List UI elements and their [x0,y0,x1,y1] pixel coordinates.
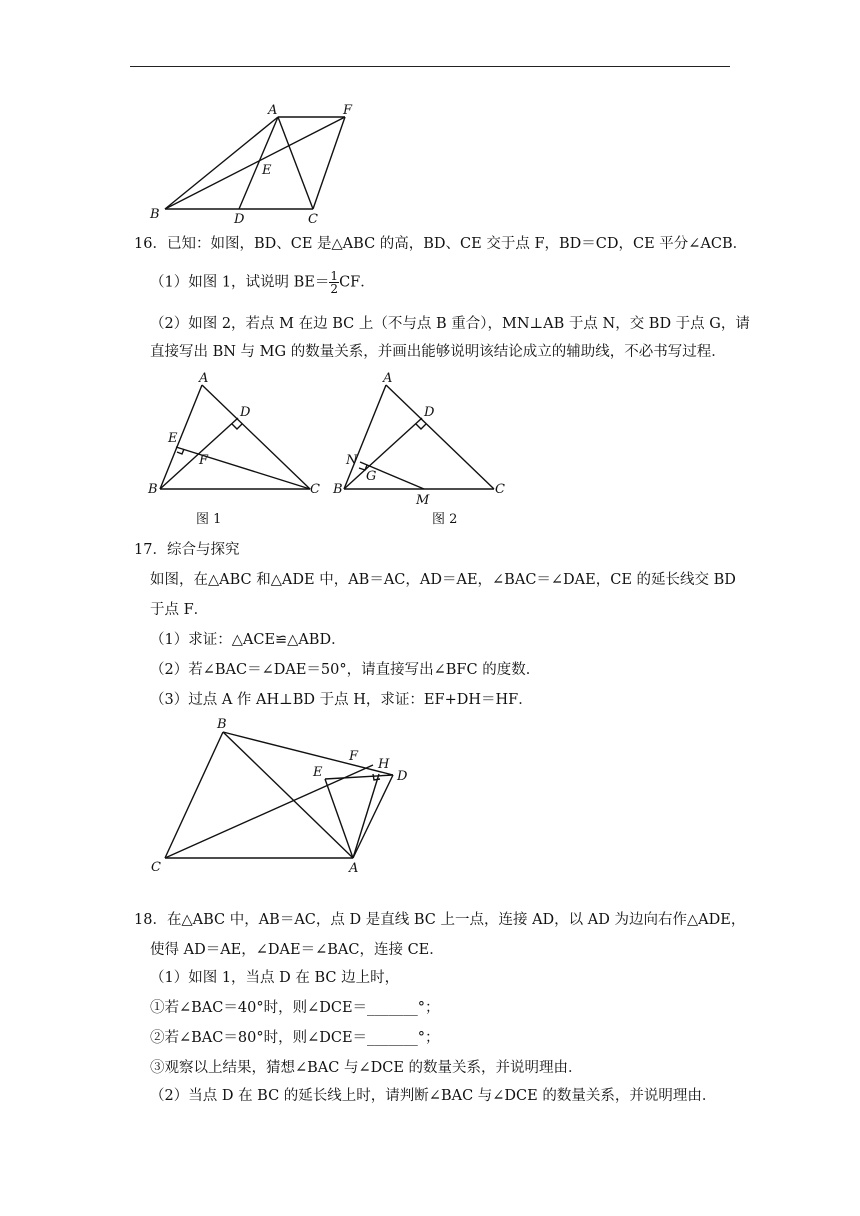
q18-stem-line1: 18．在△ABC 中，AB＝AC，点 D 是直线 BC 上一点，连接 AD，以 AD 为边向右作△ADE， [134,912,746,928]
q17-stem-line1: 如图，在△ABC 和△ADE 中，AB＝AC，AD＝AE，∠BAC＝∠DAE，CE 的延长线交 BD [150,572,736,588]
fig2-label-b: B [333,482,343,497]
fraction-numerator: 1 [330,269,339,283]
fig15-label-d: D [234,212,245,226]
fig2-label-g: G [366,469,377,484]
fig15-label-b: B [150,207,160,222]
fig2-label-m: M [416,493,430,508]
fig2-label-d: D [424,405,435,420]
q17-title: 17．综合与探究 [134,542,240,558]
fig1-caption: 图 1 [196,512,222,527]
q18-sub1: ①若∠BAC＝40°时，则∠DCE＝_______°； [150,1000,440,1016]
fig1-label-a: A [199,371,209,386]
q17-part3: （3）过点 A 作 AH⊥BD 于点 H，求证：EF+DH＝HF． [150,692,533,708]
fig2-label-n: N [346,453,358,468]
q18-part1: （1）如图 1，当点 D 在 BC 边上时， [150,970,400,986]
figure-17 [145,714,425,879]
fig17-label-e: E [313,765,323,780]
q18-sub2: ②若∠BAC＝80°时，则∠DCE＝_______°； [150,1030,440,1046]
fig17-label-f: F [349,749,359,764]
q18-stem-line2: 使得 AD＝AE，∠DAE＝∠BAC，连接 CE． [150,942,444,958]
fig15-label-f: F [343,103,353,118]
q17-part2: （2）若∠BAC＝∠DAE＝50°，请直接写出∠BFC 的度数． [150,662,541,678]
fig15-label-e: E [262,163,272,178]
fig1-label-d: D [240,405,251,420]
q17-stem-line2: 于点 F． [150,602,209,618]
fig1-label-b: B [148,482,158,497]
fig17-label-c: C [151,860,161,875]
q17-part1: （1）求证：△ACE≌△ABD． [150,632,346,648]
q16-part1-tail: CF． [339,274,375,291]
q16-part2-line2: 直接写出 BN 与 MG 的数量关系，并画出能够说明该结论成立的辅助线，不必书写过程． [150,344,726,360]
fig2-label-c: C [495,482,505,497]
figure-parallelogram [140,98,370,226]
header-rule [130,66,730,67]
fig17-label-a: A [349,861,359,876]
fig17-label-d: D [397,769,408,784]
fig1-label-e: E [168,431,178,446]
figure-16 [140,368,520,533]
fig17-label-b: B [217,717,227,732]
fig15-label-a: A [268,103,278,118]
fig15-label-c: C [308,212,318,226]
fraction-denominator: 2 [330,282,339,296]
q16-part1 [150,270,375,295]
q18-part2: （2）当点 D 在 BC 的延长线上时，请判断∠BAC 与∠DCE 的数量关系，并说明理由． [150,1088,717,1104]
q16-stem: 16．已知：如图，BD、CE 是△ABC 的高，BD、CE 交于点 F，BD＝CD，CE 平分∠ACB． [134,236,748,252]
fig17-label-h: H [378,757,390,772]
fig2-caption: 图 2 [432,512,458,527]
q18-sub3: ③观察以上结果，猜想∠BAC 与∠DCE 的数量关系，并说明理由． [150,1060,583,1076]
fraction-one-half [329,270,339,295]
q16-part1-text: （1）如图 1，试说明 BE＝ [150,274,330,291]
fig1-label-c: C [310,482,320,497]
fig2-label-a: A [383,371,393,386]
q16-part2-line1: （2）如图 2，若点 M 在边 BC 上（不与点 B 重合），MN⊥AB 于点 N，交 BD 于点 G，请 [150,316,750,332]
fig1-label-f: F [199,453,209,468]
